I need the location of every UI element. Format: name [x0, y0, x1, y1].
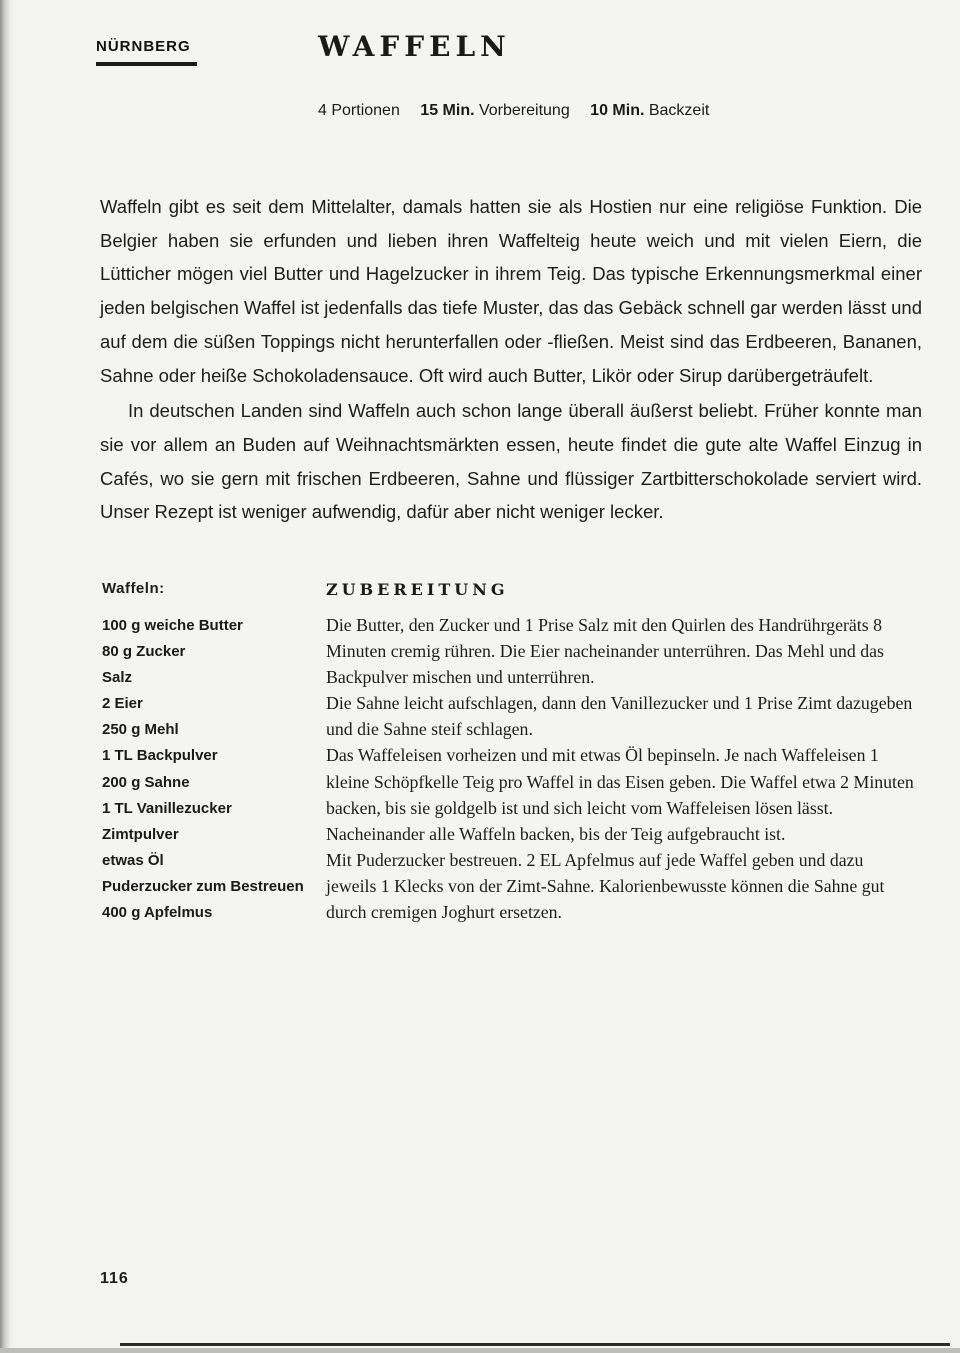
- recipe-meta: [318, 102, 725, 120]
- preparation-step: Die Butter, den Zucker und 1 Prise Salz mit den Quirlen des Handrührgeräts 8 Minuten cremig rühren. Die Eier nacheinander unterrühren. Das Mehl und das Backpulver mischen und unterrühren.: [326, 615, 884, 688]
- prep-time-label: Vorbereitung: [478, 102, 570, 119]
- prep-time-value: 15 Min.: [420, 102, 475, 119]
- preparation-step: Die Sahne leicht aufschlagen, dann den Vanillezucker und 1 Prise Zimt dazugeben und die Sahne steif schlagen.: [326, 693, 913, 740]
- preparation-heading: ZUBEREITUNG: [326, 580, 509, 599]
- page-number: 116: [100, 1270, 129, 1287]
- ingredient-item: 400 g Apfelmus: [102, 904, 213, 922]
- preparation-step: Das Waffeleisen vorheizen und mit etwas Öl bepinseln. Je nach Waffeleisen 1 kleine Schöpfkelle Teig pro Waffel in das Eisen geben. Die Waffel etwa 2 Minuten backen, bis sie goldgelb ist und sich leicht vom Waffeleisen lösen lässt. Nacheinander alle Waffeln backen, bis der Teig aufgebraucht ist.: [326, 745, 914, 844]
- ingredient-item: Puderzucker zum Bestreuen: [102, 877, 304, 895]
- prep-time: [420, 102, 569, 119]
- bake-time-value: 10 Min.: [590, 102, 645, 119]
- bottom-rule: [120, 1343, 950, 1346]
- ingredient-item: Zimtpulver: [102, 825, 179, 843]
- page-edge-shadow: [0, 0, 14, 1353]
- ingredient-item: Salz: [102, 669, 133, 687]
- ingredient-item: 1 TL Backpulver: [102, 747, 218, 765]
- bake-time-label: Backzeit: [648, 102, 710, 119]
- ingredient-item: 1 TL Vanillezucker: [102, 799, 232, 817]
- portions: 4 Portionen: [318, 102, 400, 119]
- region-label: NÜRNBERG: [96, 38, 191, 55]
- intro-paragraph: Waffeln gibt es seit dem Mittelalter, damals hatten sie als Hostien nur eine religiöse Funktion. Die Belgier haben sie erfunden und lieben ihren Waffelteig heute weich und mit vielen Eiern, die Lütticher mögen viel Butter und Hagelzucker in ihrem Teig. Das typische Erkennungsmerkmal einer jeden belgischen Waffel ist jedenfalls das tiefe Muster, das das Gebäck schnell gar werden lässt und auf dem die süßen Toppings nicht herunterfallen oder -fließen. Meist sind das Erdbeeren, Bananen, Sahne oder heiße Schokoladensauce. Oft wird auch Butter, Likör oder Sirup darübergeträufelt.: [100, 196, 922, 386]
- intro-paragraph: In deutschen Landen sind Waffeln auch schon lange überall äußerst beliebt. Früher konnte man sie vor allem an Buden auf Weihnachtsmärkten essen, heute findet die gute alte Waffel Einzug in Cafés, wo sie gern mit frischen Erdbeeren, Sahne und flüssiger Zartbitterschokolade serviert wird. Unser Rezept ist weniger aufwendig, dafür aber nicht weniger lecker.: [100, 400, 922, 523]
- ingredient-item: 100 g weiche Butter: [102, 617, 243, 634]
- ingredient-item: 250 g Mehl: [102, 721, 179, 739]
- preparation-text: [326, 612, 918, 925]
- preparation-step: Mit Puderzucker bestreuen. 2 EL Apfelmus auf jede Waffel geben und dazu jeweils 1 Klecks von der Zimt-Sahne. Kalorienbewusste können die Sahne gut durch cremigen Joghurt ersetzen.: [326, 849, 885, 923]
- page-bottom-edge: [0, 1348, 960, 1353]
- intro-text: [100, 190, 922, 529]
- page-title: WAFFELN: [318, 30, 511, 63]
- ingredients-list: [102, 613, 304, 926]
- region-underline: [96, 62, 197, 66]
- ingredient-item: 80 g Zucker: [102, 643, 186, 661]
- ingredient-item: etwas Öl: [102, 851, 164, 869]
- ingredients-heading: Waffeln:: [102, 580, 165, 597]
- ingredient-item: 2 Eier: [102, 695, 143, 713]
- bake-time: [590, 102, 709, 119]
- ingredient-item: 200 g Sahne: [102, 773, 190, 791]
